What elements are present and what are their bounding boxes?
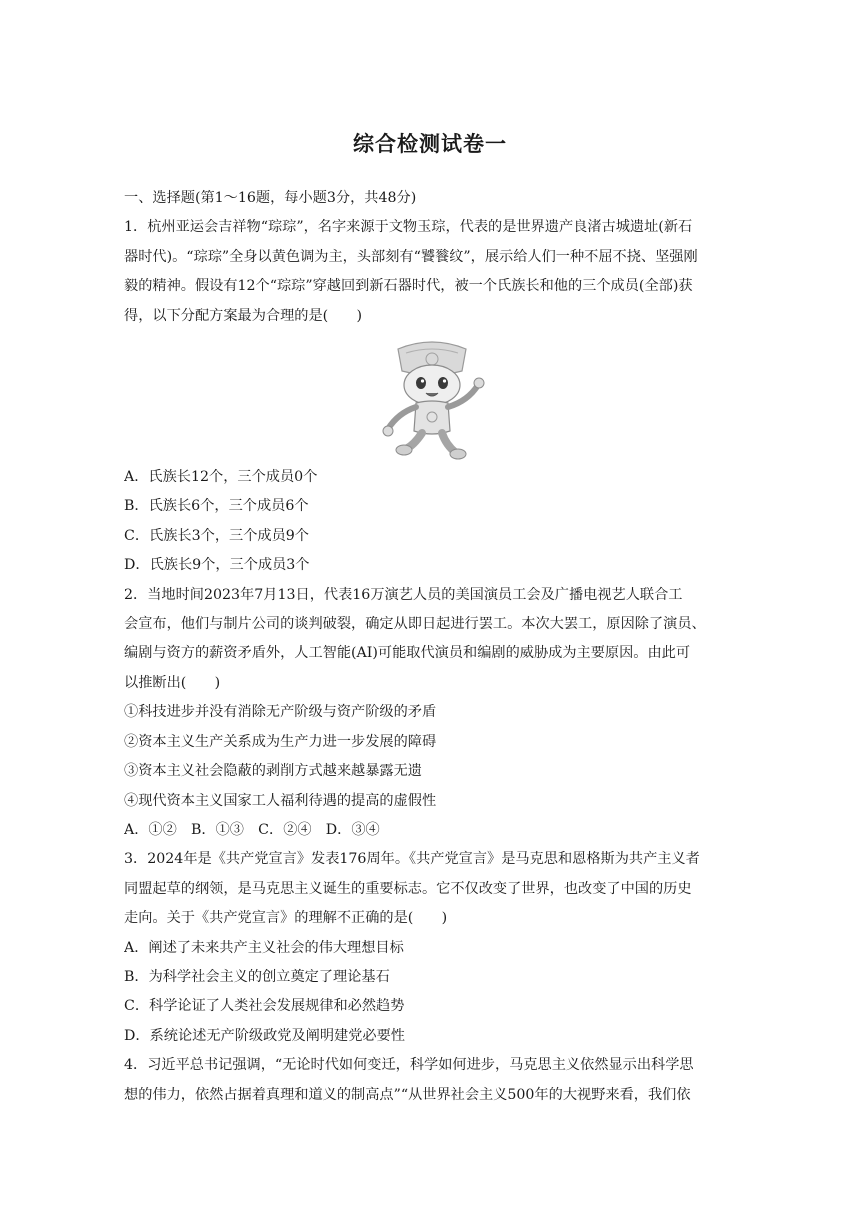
mascot-image [124,331,746,463]
question-1 [124,213,746,580]
question-2-statement-3: ③资本主义社会隐蔽的剥削方式越来越暴露无遗 [124,763,422,780]
question-1-stem-line: 1．杭州亚运会吉祥物“琮琮”，名字来源于文物玉琮，代表的是世界遗产良渚古城遗址(新石 [124,219,693,236]
question-2-stem-line: 以推断出( ) [124,674,221,691]
question-2-options: A．①② B．①③ C．②④ D．③④ [124,821,380,838]
question-3 [124,845,746,1051]
question-3-stem-line: 3．2024年是《共产党宣言》发表176周年。《共产党宣言》是马克思和恩格斯为共产主义者 [124,851,700,868]
question-1-option-c: C．氏族长3个，三个成员9个 [124,527,309,544]
question-1-stem-line: 得，以下分配方案最为合理的是( ) [124,307,363,324]
mascot-illustration [376,337,488,461]
question-1-option-a: A．氏族长12个，三个成员0个 [124,469,318,486]
page-title: 综合检测试卷一 [353,132,507,156]
question-1-option-d: D．氏族长9个，三个成员3个 [124,557,310,574]
question-2-stem-line: 2．当地时间2023年7月13日，代表16万演艺人员的美国演员工会及广播电视艺人联合工 [124,586,683,603]
question-4 [124,1051,746,1110]
question-2-statement-2: ②资本主义生产关系成为生产力进一步发展的障碍 [124,733,437,750]
question-2-stem-line: 编剧与资方的薪资矛盾外，人工智能(AI)可能取代演员和编剧的威胁成为主要原因。由此可 [124,645,691,662]
question-2-statement-1: ①科技进步并没有消除无产阶级与资产阶级的矛盾 [124,704,437,721]
question-4-stem-line: 想的伟力，依然占据着真理和道义的制高点”“从世界社会主义500年的大视野来看，我们依 [124,1086,691,1103]
question-4-stem-line: 4．习近平总书记强调，“无论时代如何变迁，科学如何进步，马克思主义依然显示出科学思 [124,1057,694,1074]
question-3-option-d: D．系统论述无产阶级政党及阐明建党必要性 [124,1027,405,1044]
question-3-option-a: A．阐述了未来共产主义社会的伟大理想目标 [124,939,404,956]
question-3-stem-line: 同盟起草的纲领，是马克思主义诞生的重要标志。它不仅改变了世界，也改变了中国的历史 [124,880,692,897]
question-3-option-b: B．为科学社会主义的创立奠定了理论基石 [124,968,390,985]
question-2-statement-4: ④现代资本主义国家工人福利待遇的提高的虚假性 [124,792,437,809]
question-1-option-b: B．氏族长6个，三个成员6个 [124,498,309,515]
question-1-stem-line: 器时代)。“琮琮”全身以黄色调为主，头部刻有“饕餮纹”，展示给人们一种不屈不挠、坚强刚 [124,248,698,265]
exam-content [124,184,746,1110]
question-1-stem-line: 毅的精神。假设有12个“琮琮”穿越回到新石器时代，被一个氏族长和他的三个成员(全部)获 [124,278,693,295]
section-heading: 一、选择题(第1～16题，每小题3分，共48分) [124,190,417,206]
question-3-option-c: C．科学论证了人类社会发展规律和必然趋势 [124,998,405,1015]
question-2 [124,581,746,846]
question-3-stem-line: 走向。关于《共产党宣言》的理解不正确的是( ) [124,910,448,927]
question-2-stem-line: 会宣布，他们与制片公司的谈判破裂，确定从即日起进行罢工。本次大罢工，原因除了演员、 [124,616,706,633]
